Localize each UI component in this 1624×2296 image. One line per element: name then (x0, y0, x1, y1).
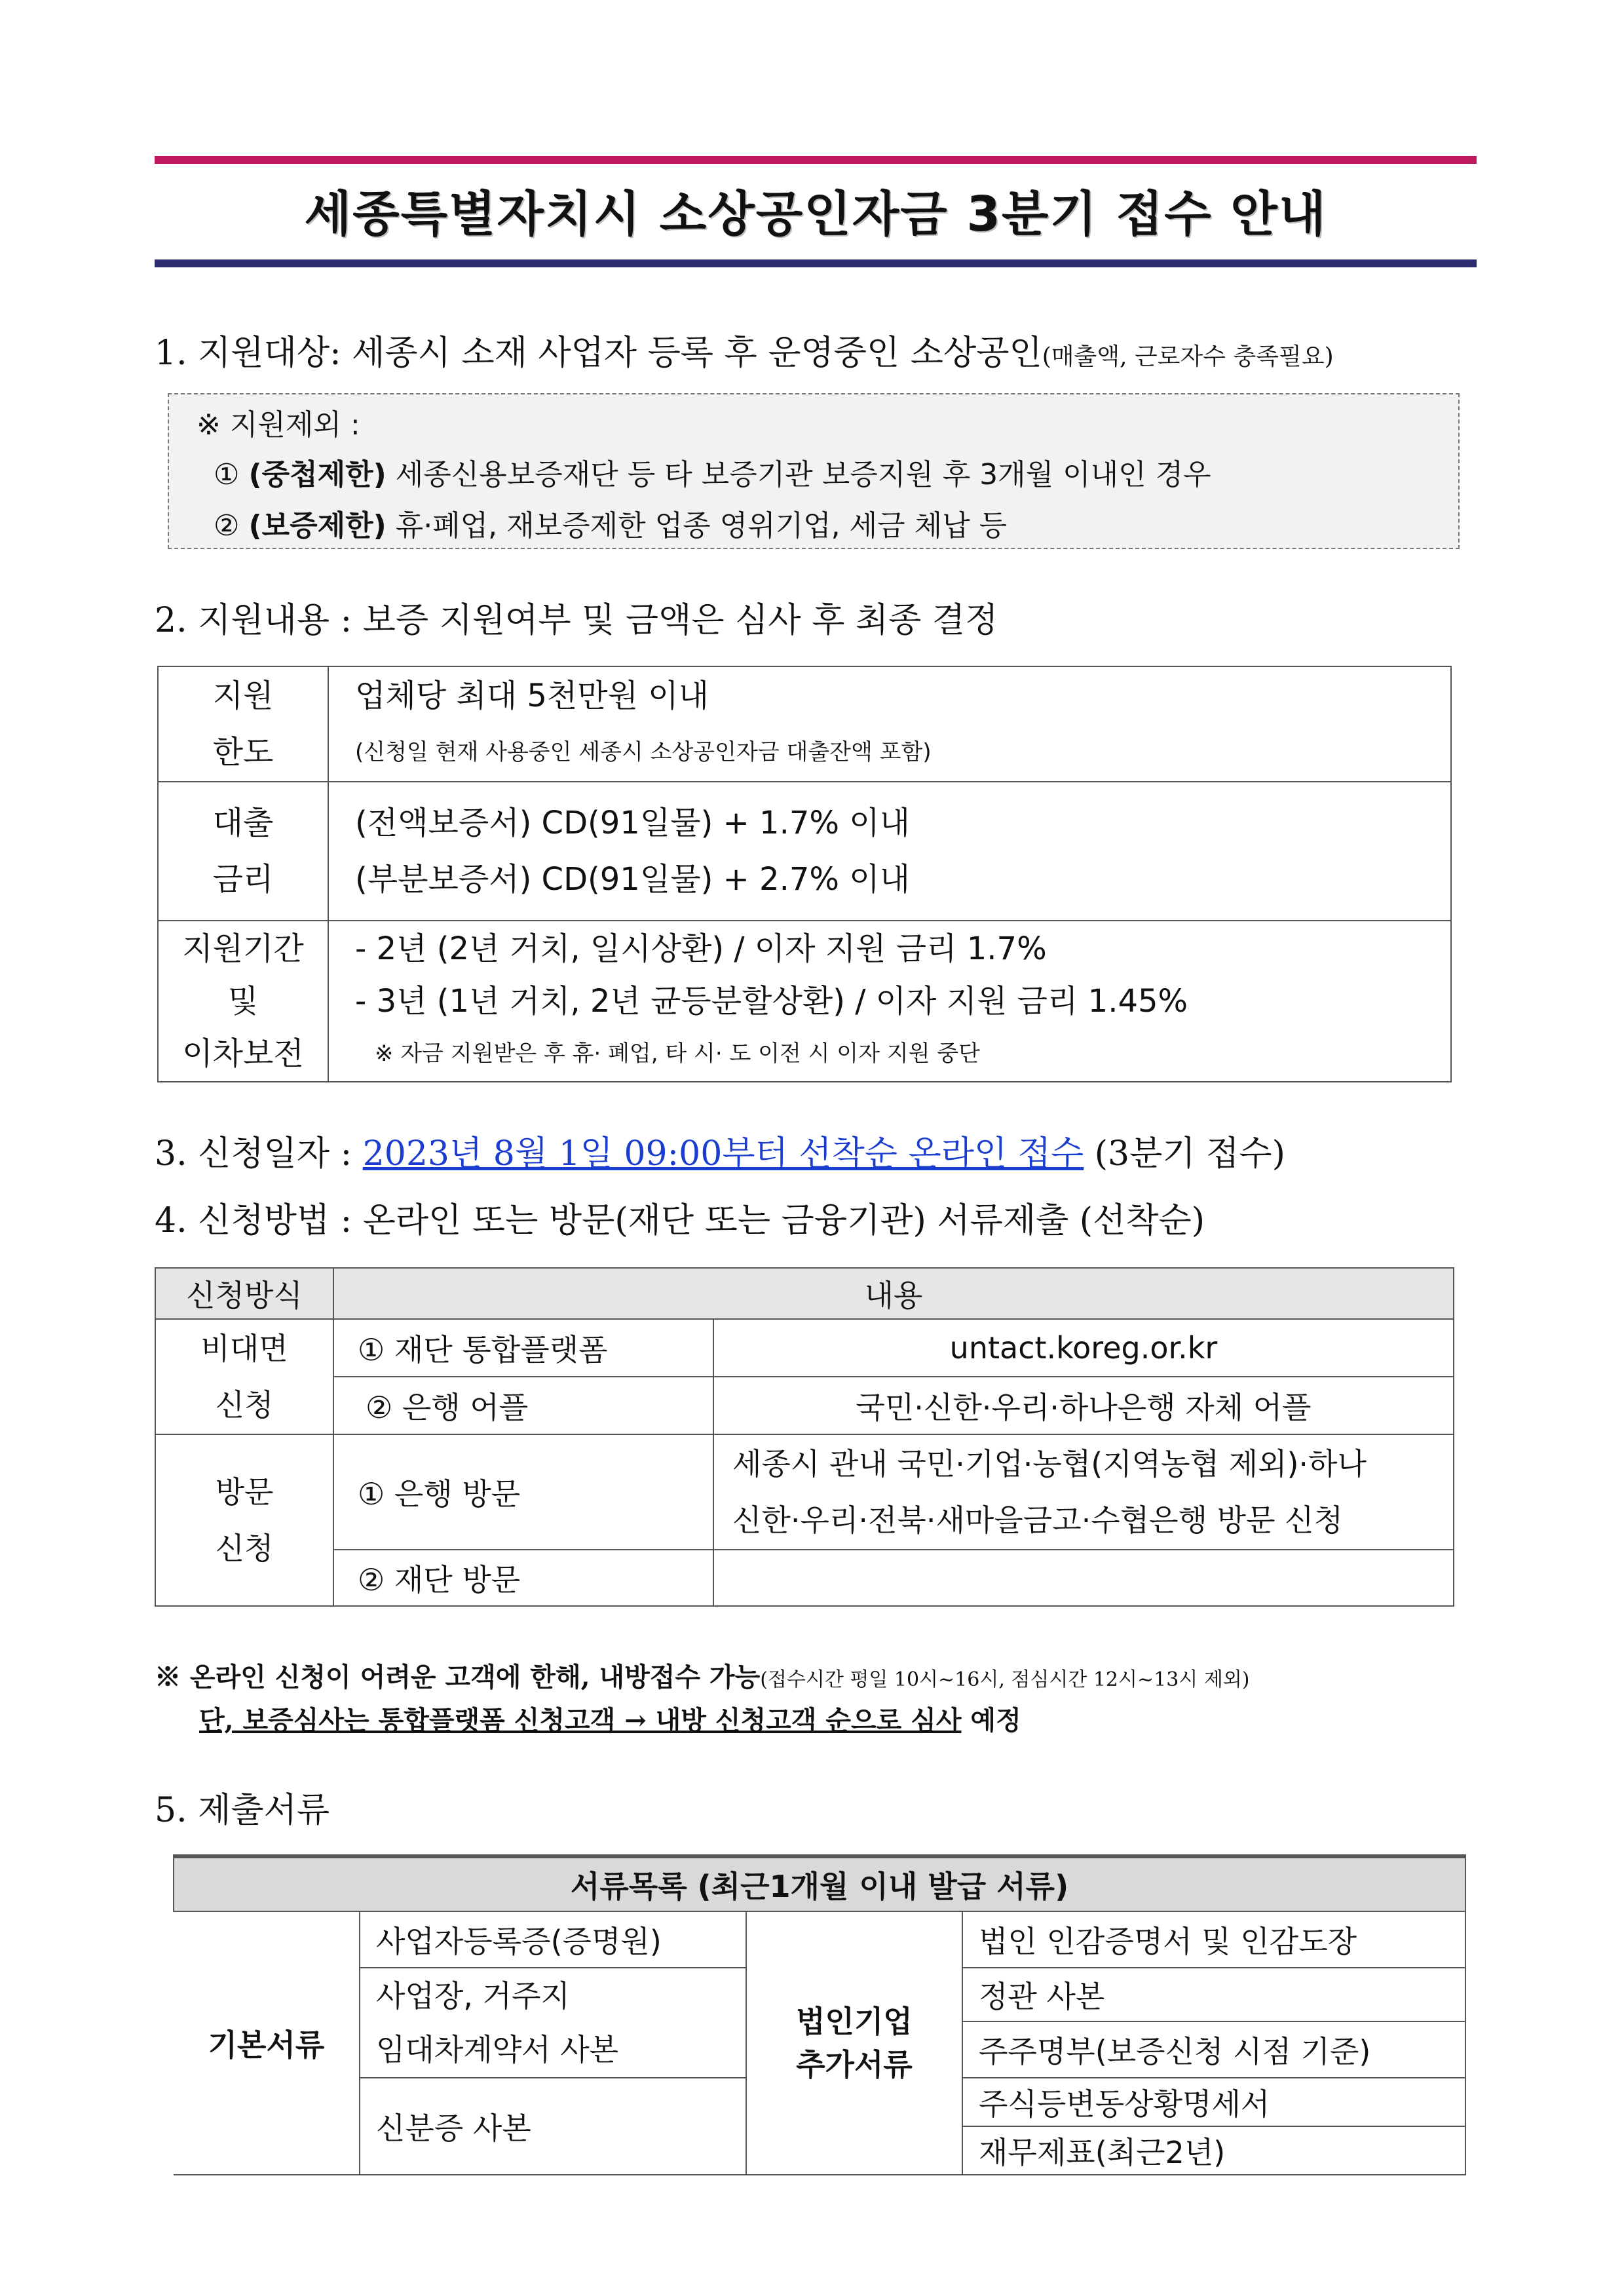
label-line: 금리 (212, 861, 274, 898)
exclusion-text: 세종신용보증재단 등 타 보증기관 보증지원 후 3개월 이내인 경우 (395, 458, 1211, 491)
method-cell: ② 재단 방문 (333, 1550, 713, 1606)
documents-header: 서류목록 (최근1개월 이내 발급 서류) (174, 1856, 1465, 1911)
documents-table (173, 1854, 1466, 2175)
content-note: (신청일 현재 사용중인 세종시 소상공인자금 대출잔액 포함) (355, 739, 932, 765)
table-row (155, 1550, 1454, 1606)
detail-line: 신한·우리·전북·새마을금고·수협은행 방문 신청 (732, 1502, 1344, 1538)
exclusion-box (168, 393, 1460, 549)
support-content-table (157, 666, 1452, 1082)
table-row (158, 921, 1451, 1082)
exclusion-tag: (보증제한) (248, 509, 387, 543)
exclusion-num: ② (214, 509, 240, 543)
section3-heading (155, 1126, 1285, 1175)
section3-suffix: (3분기 접수) (1084, 1134, 1285, 1174)
content-line: 업체당 최대 5천만원 이내 (355, 678, 709, 714)
detail-cell (713, 1434, 1454, 1550)
exclusion-item-1 (214, 451, 1211, 493)
label-line: 대출 (212, 805, 274, 841)
detail-line: 세종시 관내 국민·기업·농협(지역농협 제외)·하나 (732, 1446, 1367, 1482)
exclusion-tag: (중첩제한) (248, 458, 387, 491)
application-date-link[interactable]: 2023년 8월 1일 09:00부터 선착순 온라인 접수 (362, 1134, 1084, 1174)
row-content (328, 921, 1451, 1082)
section1-heading (155, 325, 1334, 374)
column-header: 신청방식 (155, 1268, 333, 1319)
label-line: 비대면 (200, 1331, 288, 1366)
visit-note-line1 (155, 1656, 1250, 1694)
exclusion-item-2 (214, 502, 1007, 544)
row-label (158, 782, 328, 921)
visit-note-text: ※ 온라인 신청이 어려운 고객에 한해, 내방접수 가능 (155, 1662, 761, 1693)
label-line: 및 (227, 983, 259, 1020)
content-line: - 3년 (1년 거치, 2년 균등분할상환) / 이자 지원 금리 1.45% (355, 983, 1188, 1020)
page-title: 세종특별자치시 소상공인자금 3분기 접수 안내 (304, 186, 1327, 242)
row-label (158, 666, 328, 782)
column-header: 내용 (333, 1268, 1454, 1319)
corp-doc-item: 재무제표(최근2년) (962, 2126, 1465, 2175)
review-order-note: 단, 보증심사는 통합플랫폼 신청고객 → 내방 신청고객 순으로 심사 (199, 1705, 962, 1736)
method-cell: ① 재단 통합플랫폼 (333, 1319, 713, 1377)
detail-cell: untact.koreg.or.kr (713, 1319, 1454, 1377)
label-line: 방문 (215, 1474, 274, 1510)
content-line: (부분보증서) CD(91일물) + 2.7% 이내 (355, 861, 910, 898)
row-content (328, 782, 1451, 921)
title-rule-bottom (155, 259, 1477, 267)
application-method-table (155, 1267, 1454, 1607)
visit-note-line2 (199, 1700, 1021, 1737)
basic-doc-item: 사업장, 거주지 임대차계약서 사본 (360, 1968, 746, 2078)
row-content (328, 666, 1451, 782)
exclusion-num: ① (214, 458, 240, 491)
title-rule-top (155, 156, 1477, 164)
method-cell: ① 은행 방문 (333, 1434, 713, 1550)
corp-doc-item: 법인 인감증명서 및 인감도장 (962, 1911, 1465, 1968)
label-line: 한도 (212, 734, 274, 771)
review-order-tail: 예정 (961, 1705, 1021, 1736)
table-row (155, 1319, 1454, 1377)
content-line: - 2년 (2년 거치, 일시상환) / 이자 지원 금리 1.7% (355, 930, 1047, 967)
table-row (158, 666, 1451, 782)
label-line: 신청 (215, 1387, 274, 1423)
label-line: 지원 (212, 678, 274, 714)
group-label (155, 1319, 333, 1434)
basic-doc-item: 신분증 사본 (360, 2078, 746, 2175)
table-row (155, 1434, 1454, 1550)
table-header-row (174, 1856, 1465, 1911)
basic-doc-item: 사업자등록증(증명원) (360, 1911, 746, 1968)
corp-doc-item: 주식등변동상황명세서 (962, 2078, 1465, 2126)
basic-docs-label: 기본서류 (174, 1911, 360, 2175)
label-line: 이차보전 (182, 1035, 304, 1072)
content-line: (전액보증서) CD(91일물) + 1.7% 이내 (355, 805, 910, 841)
section3-prefix: 3. 신청일자 : (155, 1134, 363, 1174)
section2-heading: 2. 지원내용 : 보증 지원여부 및 금액은 심사 후 최종 결정 (155, 601, 998, 640)
corp-doc-item: 정관 사본 (962, 1968, 1465, 2021)
table-row (174, 1911, 1465, 1968)
label-line: 신청 (215, 1531, 274, 1566)
detail-cell: 국민·신한·우리·하나은행 자체 어플 (713, 1377, 1454, 1434)
method-cell: ② 은행 어플 (333, 1377, 713, 1434)
exclusion-text: 휴·폐업, 재보증제한 업종 영위기업, 세금 체납 등 (395, 509, 1008, 543)
section1-heading-text: 1. 지원대상: 세종시 소재 사업자 등록 후 운영중인 소상공인 (155, 334, 1042, 373)
table-row (155, 1377, 1454, 1434)
exclusion-title: ※ 지원제외 : (197, 408, 360, 442)
group-label (155, 1434, 333, 1606)
corp-doc-item: 주주명부(보증신청 시점 기준) (962, 2021, 1465, 2078)
corp-docs-label: 법인기업 추가서류 (746, 1911, 962, 2175)
table-header-row (155, 1268, 1454, 1319)
table-row (158, 782, 1451, 921)
visit-note-small: (접수시간 평일 10시~16시, 점심시간 12시~13시 제외) (760, 1668, 1250, 1691)
label-line: 지원기간 (182, 930, 304, 967)
section1-heading-note: (매출액, 근로자수 충족필요) (1042, 343, 1334, 370)
content-note: ※ 자금 지원받은 후 휴· 폐업, 타 시· 도 이전 시 이자 지원 중단 (375, 1041, 980, 1067)
row-label (158, 921, 328, 1082)
section4-heading: 4. 신청방법 : 온라인 또는 방문(재단 또는 금융기관) 서류제출 (선착순) (155, 1201, 1205, 1240)
detail-cell (713, 1550, 1454, 1606)
section5-heading: 5. 제출서류 (155, 1791, 330, 1830)
